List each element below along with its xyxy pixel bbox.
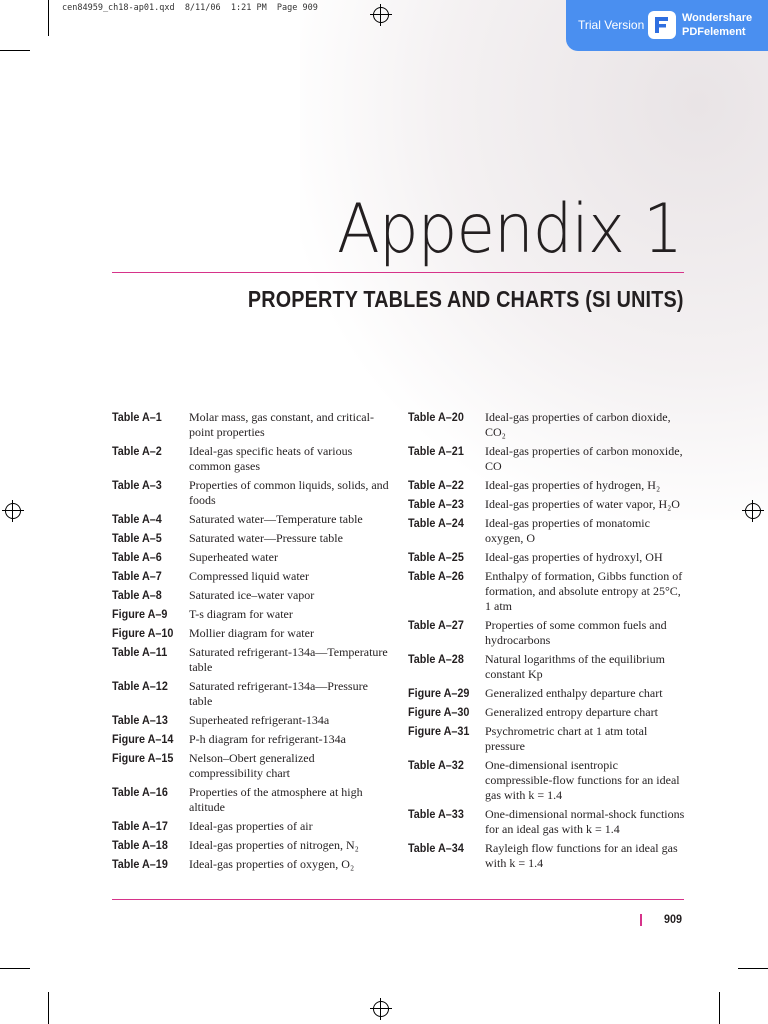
entry-label: Table A–18 <box>112 838 168 852</box>
contents-entry <box>112 531 389 546</box>
entry-description: Mollier diagram for water <box>189 626 314 640</box>
contents-entry <box>408 478 685 493</box>
contents-right-column <box>408 410 685 875</box>
entry-label: Table A–33 <box>408 807 464 821</box>
page-number-bar <box>640 914 642 926</box>
entry-label: Table A–1 <box>112 410 162 424</box>
entry-label: Figure A–30 <box>408 705 470 719</box>
registration-mark-icon <box>2 500 24 522</box>
entry-label: Table A–23 <box>408 497 464 511</box>
entry-label: Table A–5 <box>112 531 162 545</box>
entry-label: Table A–28 <box>408 652 464 666</box>
entry-label: Table A–21 <box>408 444 464 458</box>
entry-description: Ideal-gas specific heats of various common gases <box>189 444 353 473</box>
entry-description: One-dimensional isentropic compressible-flow functions for an ideal gas with k = 1.4 <box>485 758 680 802</box>
entry-label: Table A–3 <box>112 478 162 492</box>
contents-left-column <box>112 410 389 876</box>
entry-label: Table A–24 <box>408 516 464 530</box>
entry-label: Table A–6 <box>112 550 162 564</box>
entry-label: Table A–17 <box>112 819 168 833</box>
entry-description: Ideal-gas properties of hydroxyl, OH <box>485 550 663 564</box>
contents-entry <box>112 607 389 622</box>
brand-line-1: Wondershare <box>682 12 753 24</box>
crop-mark <box>48 0 49 36</box>
contents-entry <box>112 626 389 641</box>
entry-description: Ideal-gas properties of nitrogen, N₂ <box>189 838 359 852</box>
contents-entry <box>112 645 389 675</box>
entry-description: Saturated ice–water vapor <box>189 588 315 602</box>
entry-label: Table A–12 <box>112 679 168 693</box>
entry-label: Table A–34 <box>408 841 464 855</box>
trial-version-label: Trial Version <box>578 18 645 32</box>
contents-entry <box>408 444 685 474</box>
contents-entry <box>408 618 685 648</box>
entry-label: Figure A–31 <box>408 724 470 738</box>
contents-entry <box>408 652 685 682</box>
entry-label: Table A–19 <box>112 857 168 871</box>
crop-mark <box>0 968 30 969</box>
registration-mark-icon <box>370 4 392 26</box>
entry-description: Ideal-gas properties of carbon dioxide, CO₂ <box>485 410 671 439</box>
entry-description: Saturated water—Pressure table <box>189 531 343 545</box>
entry-description: Saturated refrigerant-134a—Temperature table <box>189 645 388 674</box>
contents-entry <box>112 679 389 709</box>
entry-description: Generalized enthalpy departure chart <box>485 686 663 700</box>
trial-watermark-banner[interactable] <box>566 0 768 51</box>
entry-description: Compressed liquid water <box>189 569 309 583</box>
crop-mark <box>48 992 49 1024</box>
contents-entry <box>112 785 389 815</box>
entry-label: Table A–13 <box>112 713 168 727</box>
entry-label: Table A–8 <box>112 588 162 602</box>
contents-entry <box>112 588 389 603</box>
entry-label: Table A–22 <box>408 478 464 492</box>
entry-description: Rayleigh flow functions for an ideal gas with k = 1.4 <box>485 841 678 870</box>
entry-description: Properties of common liquids, solids, and foods <box>189 478 389 507</box>
pdfelement-logo-icon <box>648 11 676 39</box>
brand-line-2: PDFelement <box>682 26 746 38</box>
entry-label: Table A–16 <box>112 785 168 799</box>
entry-description: Superheated water <box>189 550 278 564</box>
entry-description: Ideal-gas properties of monatomic oxygen, O <box>485 516 650 545</box>
contents-entry <box>408 686 685 701</box>
entry-label: Table A–26 <box>408 569 464 583</box>
appendix-subtitle: PROPERTY TABLES AND CHARTS (SI UNITS) <box>248 286 684 312</box>
contents-entry <box>408 550 685 565</box>
entry-label: Table A–11 <box>112 645 168 659</box>
entry-description: Properties of some common fuels and hydrocarbons <box>485 618 667 647</box>
contents-entry <box>112 751 389 781</box>
entry-description: Ideal-gas properties of hydrogen, H₂ <box>485 478 661 492</box>
contents-entry <box>112 444 389 474</box>
entry-label: Table A–25 <box>408 550 464 564</box>
entry-label: Figure A–15 <box>112 751 174 765</box>
entry-label: Table A–20 <box>408 410 464 424</box>
entry-description: Superheated refrigerant-134a <box>189 713 330 727</box>
entry-label: Figure A–9 <box>112 607 168 621</box>
entry-description: Ideal-gas properties of air <box>189 819 313 833</box>
print-slug: cen84959_ch18-ap01.qxd 8/11/06 1:21 PM Page 909 <box>62 3 318 13</box>
entry-label: Table A–27 <box>408 618 464 632</box>
contents-entry <box>408 569 685 614</box>
entry-description: Ideal-gas properties of oxygen, O₂ <box>189 857 355 871</box>
crop-mark <box>0 50 30 51</box>
contents-entry <box>112 819 389 834</box>
contents-entry <box>408 516 685 546</box>
entry-description: Ideal-gas properties of carbon monoxide, CO <box>485 444 683 473</box>
entry-label: Figure A–14 <box>112 732 174 746</box>
entry-description: Psychrometric chart at 1 atm total pressure <box>485 724 648 753</box>
entry-label: Figure A–10 <box>112 626 174 640</box>
entry-label: Table A–4 <box>112 512 162 526</box>
contents-entry <box>112 838 389 853</box>
entry-description: P-h diagram for refrigerant-134a <box>189 732 346 746</box>
contents-entry <box>112 857 389 872</box>
registration-mark-icon <box>370 998 392 1020</box>
entry-description: Molar mass, gas constant, and critical-point properties <box>189 410 374 439</box>
entry-description: Generalized entropy departure chart <box>485 705 658 719</box>
entry-label: Figure A–29 <box>408 686 470 700</box>
entry-description: Natural logarithms of the equilibrium constant Kp <box>485 652 665 681</box>
entry-description: T-s diagram for water <box>189 607 293 621</box>
entry-description: One-dimensional normal-shock functions for an ideal gas with k = 1.4 <box>485 807 685 836</box>
entry-label: Table A–32 <box>408 758 464 772</box>
contents-entry <box>112 410 389 440</box>
page-number: 909 <box>664 912 683 926</box>
title-rule <box>112 272 684 273</box>
contents-entry <box>112 713 389 728</box>
contents-entry <box>408 841 685 871</box>
brand-name <box>682 11 752 39</box>
contents-entry <box>112 569 389 584</box>
crop-mark <box>719 992 720 1024</box>
contents-entry <box>408 497 685 512</box>
crop-mark <box>738 968 768 969</box>
entry-label: Table A–7 <box>112 569 162 583</box>
contents-entry <box>112 512 389 527</box>
appendix-title: Appendix 1 <box>337 190 682 269</box>
entry-description: Nelson–Obert generalized compressibility chart <box>189 751 315 780</box>
entry-description: Saturated water—Temperature table <box>189 512 363 526</box>
contents-entry <box>408 724 685 754</box>
contents-entry <box>408 410 685 440</box>
contents-entry <box>112 732 389 747</box>
footer-rule <box>112 899 684 900</box>
entry-description: Saturated refrigerant-134a—Pressure table <box>189 679 368 708</box>
contents-entry <box>408 807 685 837</box>
contents-entry <box>408 758 685 803</box>
contents-entry <box>408 705 685 720</box>
entry-label: Table A–2 <box>112 444 162 458</box>
contents-entry <box>112 550 389 565</box>
registration-mark-icon <box>742 500 764 522</box>
entry-description: Ideal-gas properties of water vapor, H₂O <box>485 497 680 511</box>
entry-description: Properties of the atmosphere at high altitude <box>189 785 363 814</box>
entry-description: Enthalpy of formation, Gibbs function of formation, and absolute entropy at 25°C, 1 atm <box>485 569 683 613</box>
contents-entry <box>112 478 389 508</box>
